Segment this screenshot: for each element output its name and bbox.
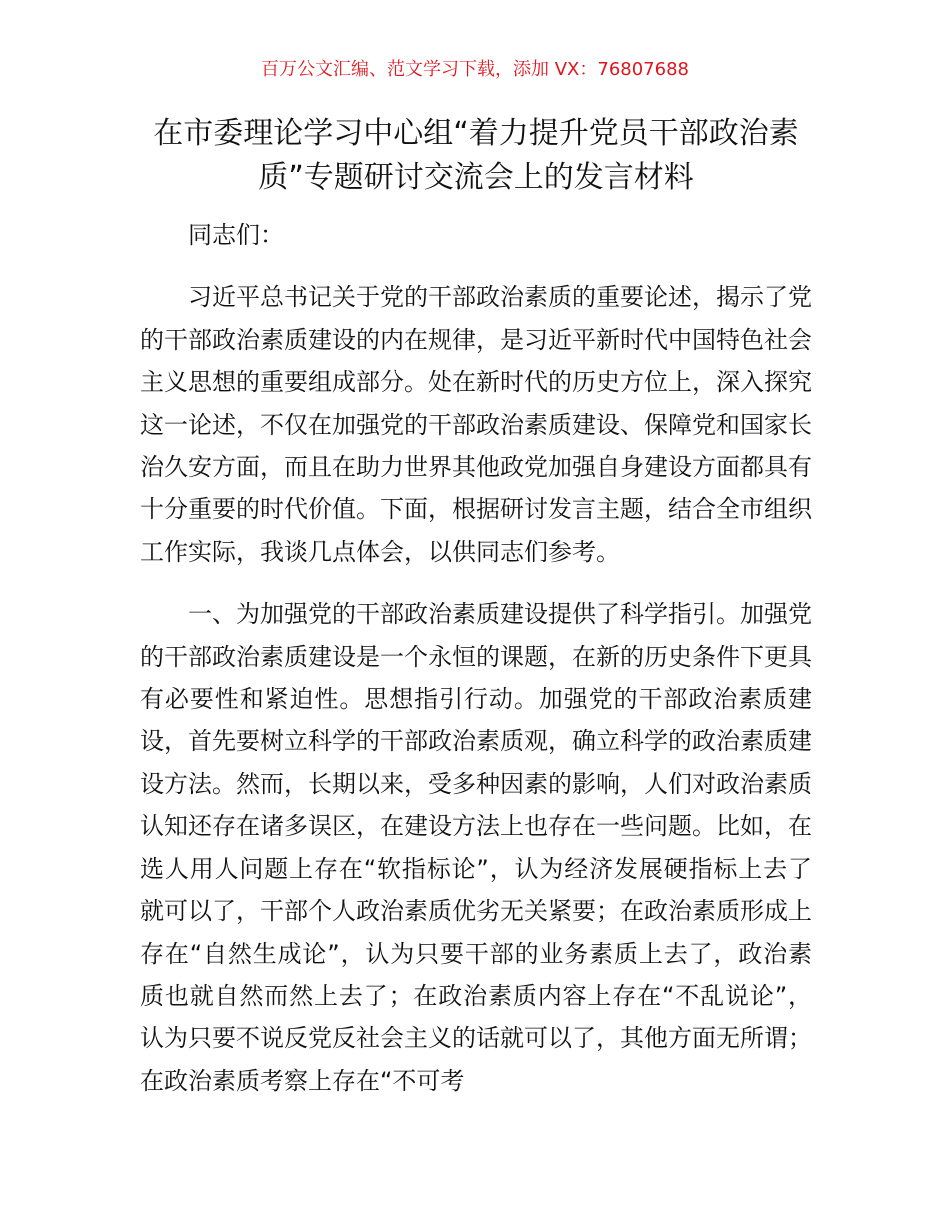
paragraph-intro: 习近平总书记关于党的干部政治素质的重要论述，揭示了党的干部政治素质建设的内在规律，是习近平新时代中国特色社会主义思想的重要组成部分。处在新时代的历史方位上，深入探究这一论述，不仅在加强党的干部政治素质建设、保障党和国家长治久安方面，而且在助力世界其他政党加强自身建设方面都具有十分重要的时代价值。下面，根据研讨发言主题，结合全市组织工作实际，我谈几点体会，以供同志们参考。 [140,283,812,566]
document-body [140,214,812,1122]
paragraph-section-one: 一、为加强党的干部政治素质建设提供了科学指引。加强党的干部政治素质建设是一个永恒的课题，在新的历史条件下更具有必要性和紧迫性。思想指引行动。加强党的干部政治素质建设，首先要树立科学的干部政治素质观，确立科学的政治素质建设方法。然而，长期以来，受多种因素的影响，人们对政治素质认知还存在诸多误区，在建设方法上也存在一些问题。比如，在选人用人问题上存在“软指标论”，认为经济发展硬指标上去了就可以了，干部个人政治素质优劣无关紧要；在政治素质形成上存在“自然生成论”，认为只要干部的业务素质上去了，政治素质也就自然而然上去了；在政治素质内容上存在“不乱说论”，认为只要不说反党反社会主义的话就可以了，其他方面无所谓；在政治素质考察上存在“不可考 [140,600,812,1095]
salutation: 同志们： [188,221,284,249]
watermark-banner: 百万公文汇编、范文学习下载，添加 VX：76807688 [261,59,689,80]
document-title: 在市委理论学习中心组“着力提升党员干部政治素质”专题研讨交流会上的发言材料 [153,116,799,195]
